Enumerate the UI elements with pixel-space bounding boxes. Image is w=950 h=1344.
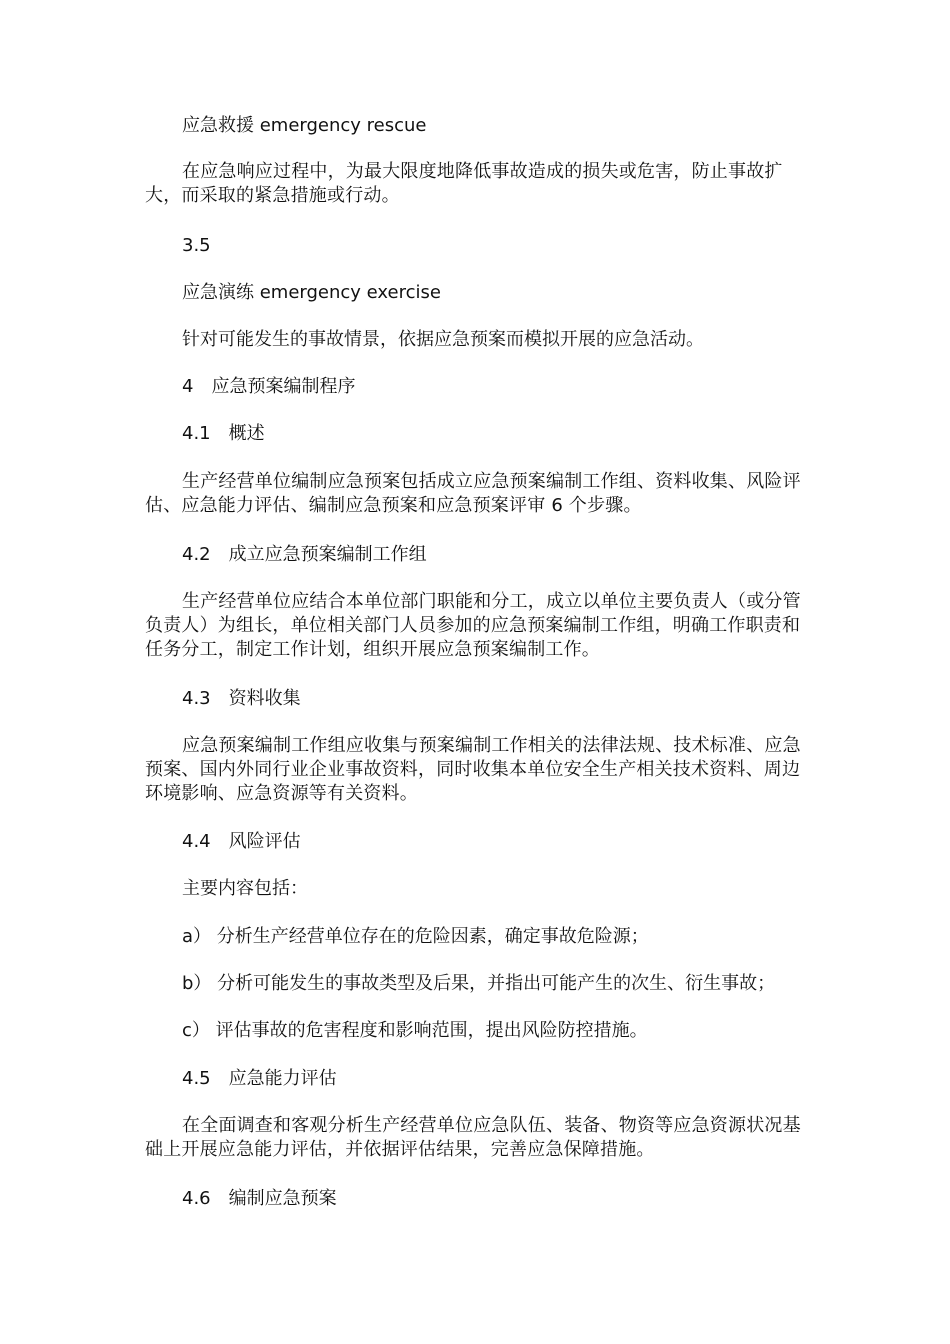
list-item-c: c） 评估事故的危害程度和影响范围，提出风险防控措施。 — [182, 1020, 648, 1041]
section-heading-4-6: 4.6 编制应急预案 — [182, 1188, 337, 1209]
paragraph-4-4-intro: 主要内容包括： — [182, 878, 308, 899]
list-item-b: b） 分析可能发生的事故类型及后果，并指出可能产生的次生、衍生事故； — [182, 973, 776, 994]
section-heading-4-3: 4.3 资料收集 — [182, 688, 301, 709]
term-emergency-rescue: 应急救援 emergency rescue — [182, 115, 427, 136]
clause-number-3-5: 3.5 — [182, 235, 211, 256]
section-heading-4: 4 应急预案编制程序 — [182, 376, 356, 397]
term-emergency-exercise: 应急演练 emergency exercise — [182, 282, 441, 303]
section-heading-4-4: 4.4 风险评估 — [182, 831, 301, 852]
paragraph-4-2: 生产经营单位应结合本单位部门职能和分工，成立以单位主要负责人（或分管负责人）为组长，单位相关部门人员参加的应急预案编制工作组，明确工作职责和任务分工，制定工作计划，组织开展应急预案编制工作。 — [145, 591, 801, 660]
paragraph-4-3: 应急预案编制工作组应收集与预案编制工作相关的法律法规、技术标准、应急预案、国内外同行业企业事故资料，同时收集本单位安全生产相关技术资料、周边环境影响、应急资源等有关资料。 — [145, 735, 801, 804]
paragraph-4-5: 在全面调查和客观分析生产经营单位应急队伍、装备、物资等应急资源状况基础上开展应急能力评估，并依据评估结果，完善应急保障措施。 — [145, 1115, 801, 1160]
definition-emergency-rescue: 在应急响应过程中，为最大限度地降低事故造成的损失或危害，防止事故扩大，而采取的紧急措施或行动。 — [145, 161, 783, 206]
section-heading-4-5: 4.5 应急能力评估 — [182, 1068, 337, 1089]
paragraph-4-1: 生产经营单位编制应急预案包括成立应急预案编制工作组、资料收集、风险评估、应急能力评估、编制应急预案和应急预案评审 6 个步骤。 — [145, 471, 801, 516]
definition-emergency-exercise: 针对可能发生的事故情景，依据应急预案而模拟开展的应急活动。 — [182, 329, 704, 350]
list-item-a: a） 分析生产经营单位存在的危险因素，确定事故危险源； — [182, 926, 649, 947]
section-heading-4-1: 4.1 概述 — [182, 423, 265, 444]
section-heading-4-2: 4.2 成立应急预案编制工作组 — [182, 544, 427, 565]
